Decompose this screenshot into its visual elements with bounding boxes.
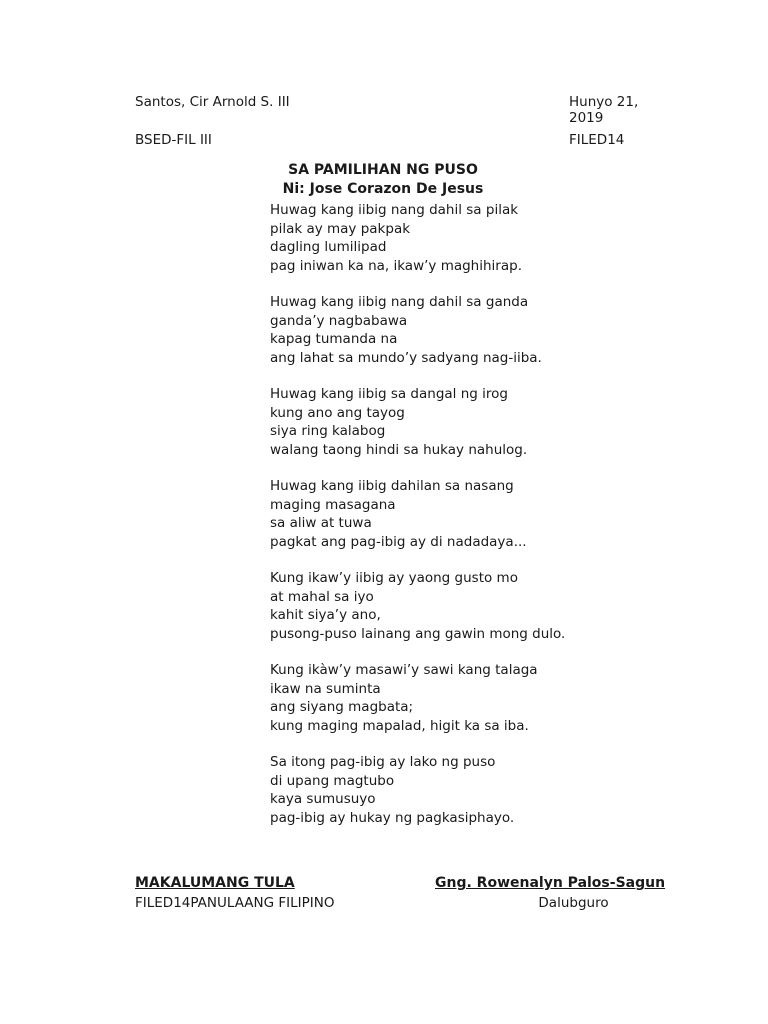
poem-line: pagkat ang pag-ibig ay di nadadaya... <box>270 533 527 550</box>
poem-category: MAKALUMANG TULA <box>135 875 295 891</box>
stanza <box>270 477 630 551</box>
poem-line: di upang magtubo <box>270 772 395 789</box>
stanza <box>270 201 630 275</box>
stanza <box>270 385 630 459</box>
poem-line: walang taong hindi sa hukay nahulog. <box>270 441 528 458</box>
poem-line: kung ano ang tayog <box>270 404 405 421</box>
poem-line: Huwag kang iibig dahilan sa nasang <box>270 478 514 494</box>
footer-right <box>435 874 666 914</box>
course-code: FILED14 <box>569 132 625 148</box>
poem-line: kaya sumusuyo <box>270 791 376 807</box>
poem-line: siya ring kalabog <box>270 423 386 439</box>
header-row-1 <box>135 94 676 126</box>
poem-line: ikaw na suminta <box>270 680 381 697</box>
stanza <box>270 569 630 643</box>
stanza <box>270 753 630 827</box>
poem-line: Huwag kang iibig nang dahil sa ganda <box>270 294 529 310</box>
poem-line: kung maging mapalad, higit ka sa iba. <box>270 717 529 734</box>
poem-line: Huwag kang iibig sa dangal ng irog <box>270 386 508 402</box>
stanza <box>270 293 630 367</box>
poem-line: sa aliw at tuwa <box>270 515 372 531</box>
poem-line: Huwag kang iibig nang dahil sa pilak <box>270 202 519 218</box>
instructor-title: Dalubguro <box>538 895 609 911</box>
poem-line: pag iniwan ka na, ikaw’y maghihirap. <box>270 257 522 274</box>
poem-line: Kung ikaw’y iibig ay yaong gusto mo <box>270 570 518 586</box>
instructor-name: Gng. Rowenalyn Palos-Sagun <box>435 875 666 891</box>
poem-line: pilak ay may pakpak <box>270 220 411 237</box>
poem-line: kapag tumanda na <box>270 331 398 347</box>
poem-line: pag-ibig ay hukay ng pagkasiphayo. <box>270 809 515 826</box>
header-row-2 <box>135 132 676 148</box>
poem-title: SA PAMILIHAN NG PUSO <box>288 162 478 178</box>
poem-line: ang siyang magbata; <box>270 699 414 715</box>
poem-line: maging masagana <box>270 496 396 513</box>
poem-line: pusong-puso lainang ang gawin mong dulo. <box>270 625 566 642</box>
date: Hunyo 21, 2019 <box>569 94 639 126</box>
course-name: FILED14PANULAANG FILIPINO <box>135 895 335 911</box>
section: BSED-FIL III <box>135 132 212 148</box>
poem-author: Ni: Jose Corazon De Jesus <box>282 181 484 197</box>
stanza <box>270 661 630 735</box>
poem-line: Kung ikàw’y masawi’y sawi kang talaga <box>270 662 538 678</box>
student-name: Santos, Cir Arnold S. III <box>135 94 290 110</box>
poem-body <box>270 201 630 845</box>
poem-line: Sa itong pag-ibig ay lako ng puso <box>270 754 496 770</box>
poem-line: ganda’y nagbabawa <box>270 312 408 329</box>
poem-line: dagling lumilipad <box>270 239 387 255</box>
poem-line: kahit siya’y ano, <box>270 607 381 623</box>
footer-left <box>135 874 335 914</box>
poem-line: ang lahat sa mundo’y sadyang nag-iiba. <box>270 349 542 366</box>
poem-line: at mahal sa iyo <box>270 588 374 605</box>
